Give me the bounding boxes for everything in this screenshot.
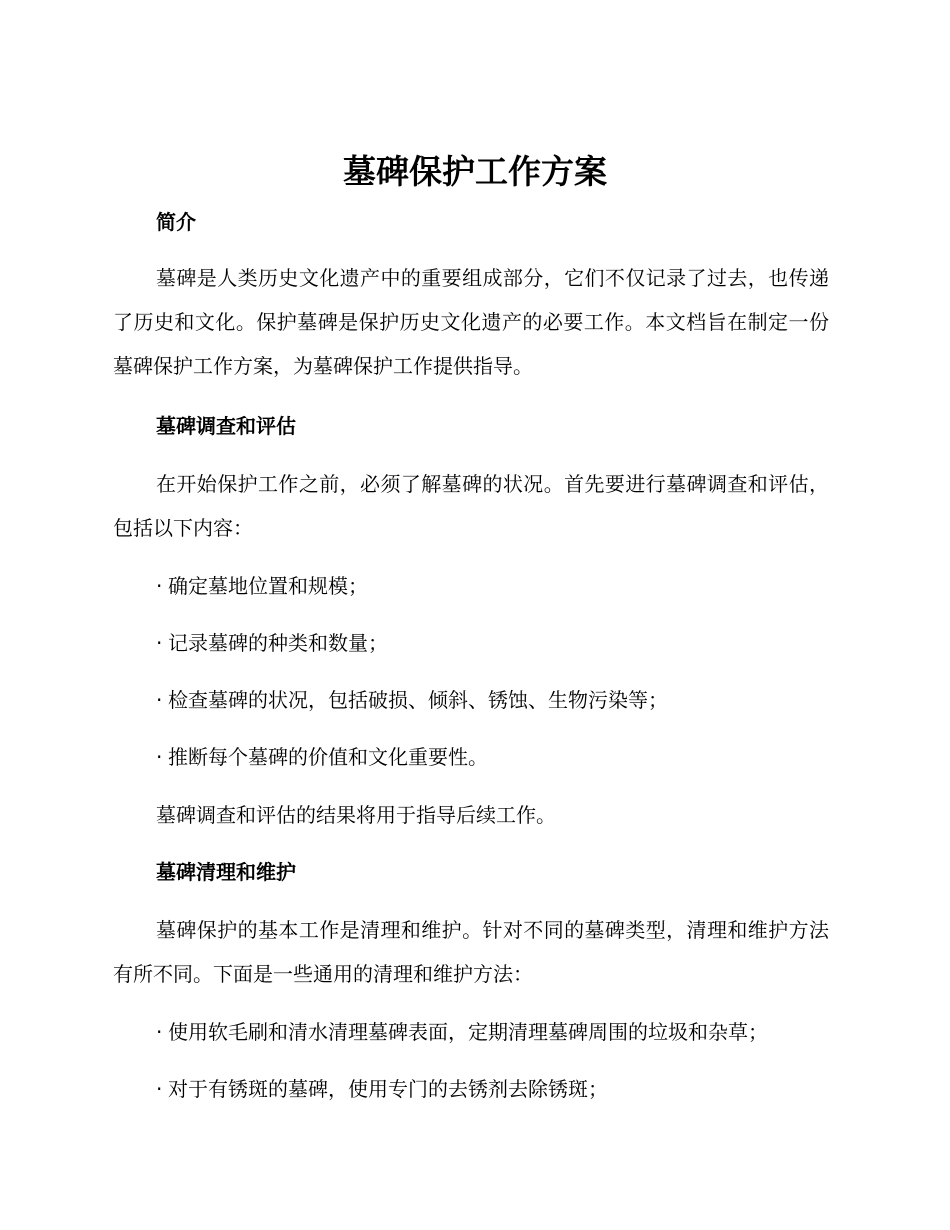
bullet-dot-icon: · xyxy=(156,631,163,655)
list-item xyxy=(156,629,388,657)
list-item xyxy=(156,743,488,771)
section-heading-survey: 墓碑调查和评估 xyxy=(156,414,296,438)
bullet-dot-icon: · xyxy=(156,745,163,769)
list-item xyxy=(156,1018,768,1046)
section-heading-cleaning: 墓碑清理和维护 xyxy=(156,860,296,884)
section-paragraph-cleaning: 墓碑保护的基本工作是清理和维护。针对不同的墓碑类型，清理和维护方法有所不同。下面是一些通用的清理和维护方法： xyxy=(113,918,829,986)
bullet-dot-icon: · xyxy=(156,574,163,598)
bullet-dot-icon: · xyxy=(156,1077,163,1101)
section-closing-survey: 墓碑调查和评估的结果将用于指导后续工作。 xyxy=(156,803,556,827)
list-item xyxy=(156,686,668,714)
document-title: 墓碑保护工作方案 xyxy=(343,152,607,191)
section-paragraph-intro: 墓碑是人类历史文化遗产中的重要组成部分，它们不仅记录了过去，也传递了历史和文化。保护墓碑是保护历史文化遗产的必要工作。本文档旨在制定一份墓碑保护工作方案，为墓碑保护工作提供指导。 xyxy=(113,266,829,378)
bullet-dot-icon: · xyxy=(156,1020,163,1044)
list-item-text: 检查墓碑的状况，包括破损、倾斜、锈蚀、生物污染等； xyxy=(168,688,668,712)
list-item-text: 推断每个墓碑的价值和文化重要性。 xyxy=(168,745,488,769)
list-item-text: 使用软毛刷和清水清理墓碑表面，定期清理墓碑周围的垃圾和杂草； xyxy=(168,1020,768,1044)
list-item-text: 记录墓碑的种类和数量； xyxy=(168,631,388,655)
list-item-text: 确定墓地位置和规模； xyxy=(168,574,368,598)
bullet-dot-icon: · xyxy=(156,688,163,712)
list-item-text: 对于有锈斑的墓碑，使用专门的去锈剂去除锈斑； xyxy=(168,1077,608,1101)
section-paragraph-survey: 在开始保护工作之前，必须了解墓碑的状况。首先要进行墓碑调查和评估，包括以下内容： xyxy=(113,472,829,540)
list-item xyxy=(156,572,368,600)
section-heading-intro: 简介 xyxy=(156,210,196,234)
list-item xyxy=(156,1075,608,1103)
